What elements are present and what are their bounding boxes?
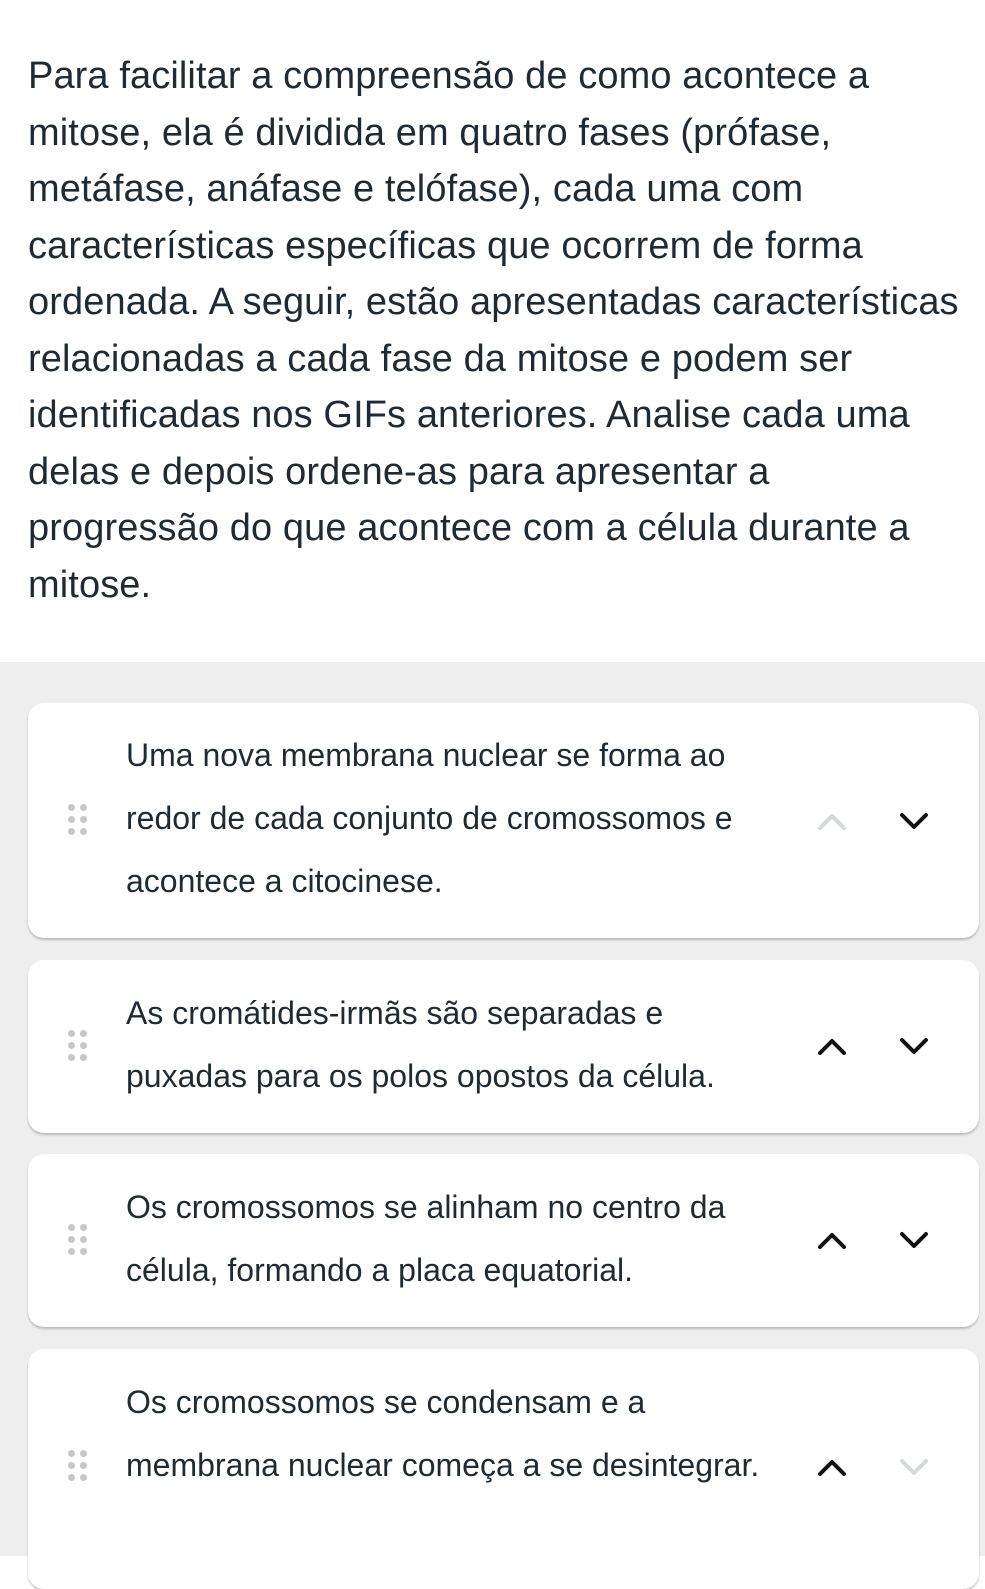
order-item-text: As cromátides-irmãs são separadas e puxadas para os polos opostos da célula. <box>126 995 715 1094</box>
order-item-1[interactable] <box>28 703 979 938</box>
move-up-button[interactable] <box>810 799 854 843</box>
drag-handle-icon[interactable] <box>68 804 88 836</box>
order-item-2[interactable] <box>28 960 979 1133</box>
drag-handle-icon[interactable] <box>68 1224 88 1256</box>
drag-handle-icon[interactable] <box>68 1030 88 1062</box>
move-up-button[interactable] <box>810 1024 854 1068</box>
chevron-down-icon <box>892 1445 936 1489</box>
chevron-up-icon <box>810 1445 854 1489</box>
move-up-button[interactable] <box>810 1218 854 1262</box>
move-down-button[interactable] <box>892 799 936 843</box>
move-down-button[interactable] <box>892 1445 936 1489</box>
drag-handle-icon[interactable] <box>68 1450 88 1482</box>
chevron-up-icon <box>810 799 854 843</box>
chevron-down-icon <box>892 799 936 843</box>
order-item-text: Uma nova membrana nuclear se forma ao redor de cada conjunto de cromossomos e acontece a citocinese. <box>126 737 733 899</box>
instructions-text: Para facilitar a compreensão de como acontece a mitose, ela é dividida em quatro fases (prófase, metáfase, anáfase e telófase), cada uma com características específicas que ocorrem de forma ordenada. A seguir, estão apresentadas características relacionadas a cada fase da mitose e podem ser identificadas nos GIFs anteriores. Analise cada uma delas e depois ordene-as para apresentar a progressão do que acontece com a célula durante a mitose. <box>28 55 959 606</box>
order-item-text: Os cromossomos se condensam e a membrana nuclear começa a se desintegrar. <box>126 1384 760 1483</box>
move-down-button[interactable] <box>892 1218 936 1262</box>
chevron-down-icon <box>892 1218 936 1262</box>
ordering-list <box>0 662 985 1556</box>
order-item-4[interactable] <box>28 1349 979 1589</box>
move-up-button[interactable] <box>810 1445 854 1489</box>
chevron-up-icon <box>810 1024 854 1068</box>
chevron-up-icon <box>810 1218 854 1262</box>
order-item-text: Os cromossomos se alinham no centro da célula, formando a placa equatorial. <box>126 1189 726 1288</box>
move-down-button[interactable] <box>892 1024 936 1068</box>
order-item-3[interactable] <box>28 1154 979 1327</box>
chevron-down-icon <box>892 1024 936 1068</box>
